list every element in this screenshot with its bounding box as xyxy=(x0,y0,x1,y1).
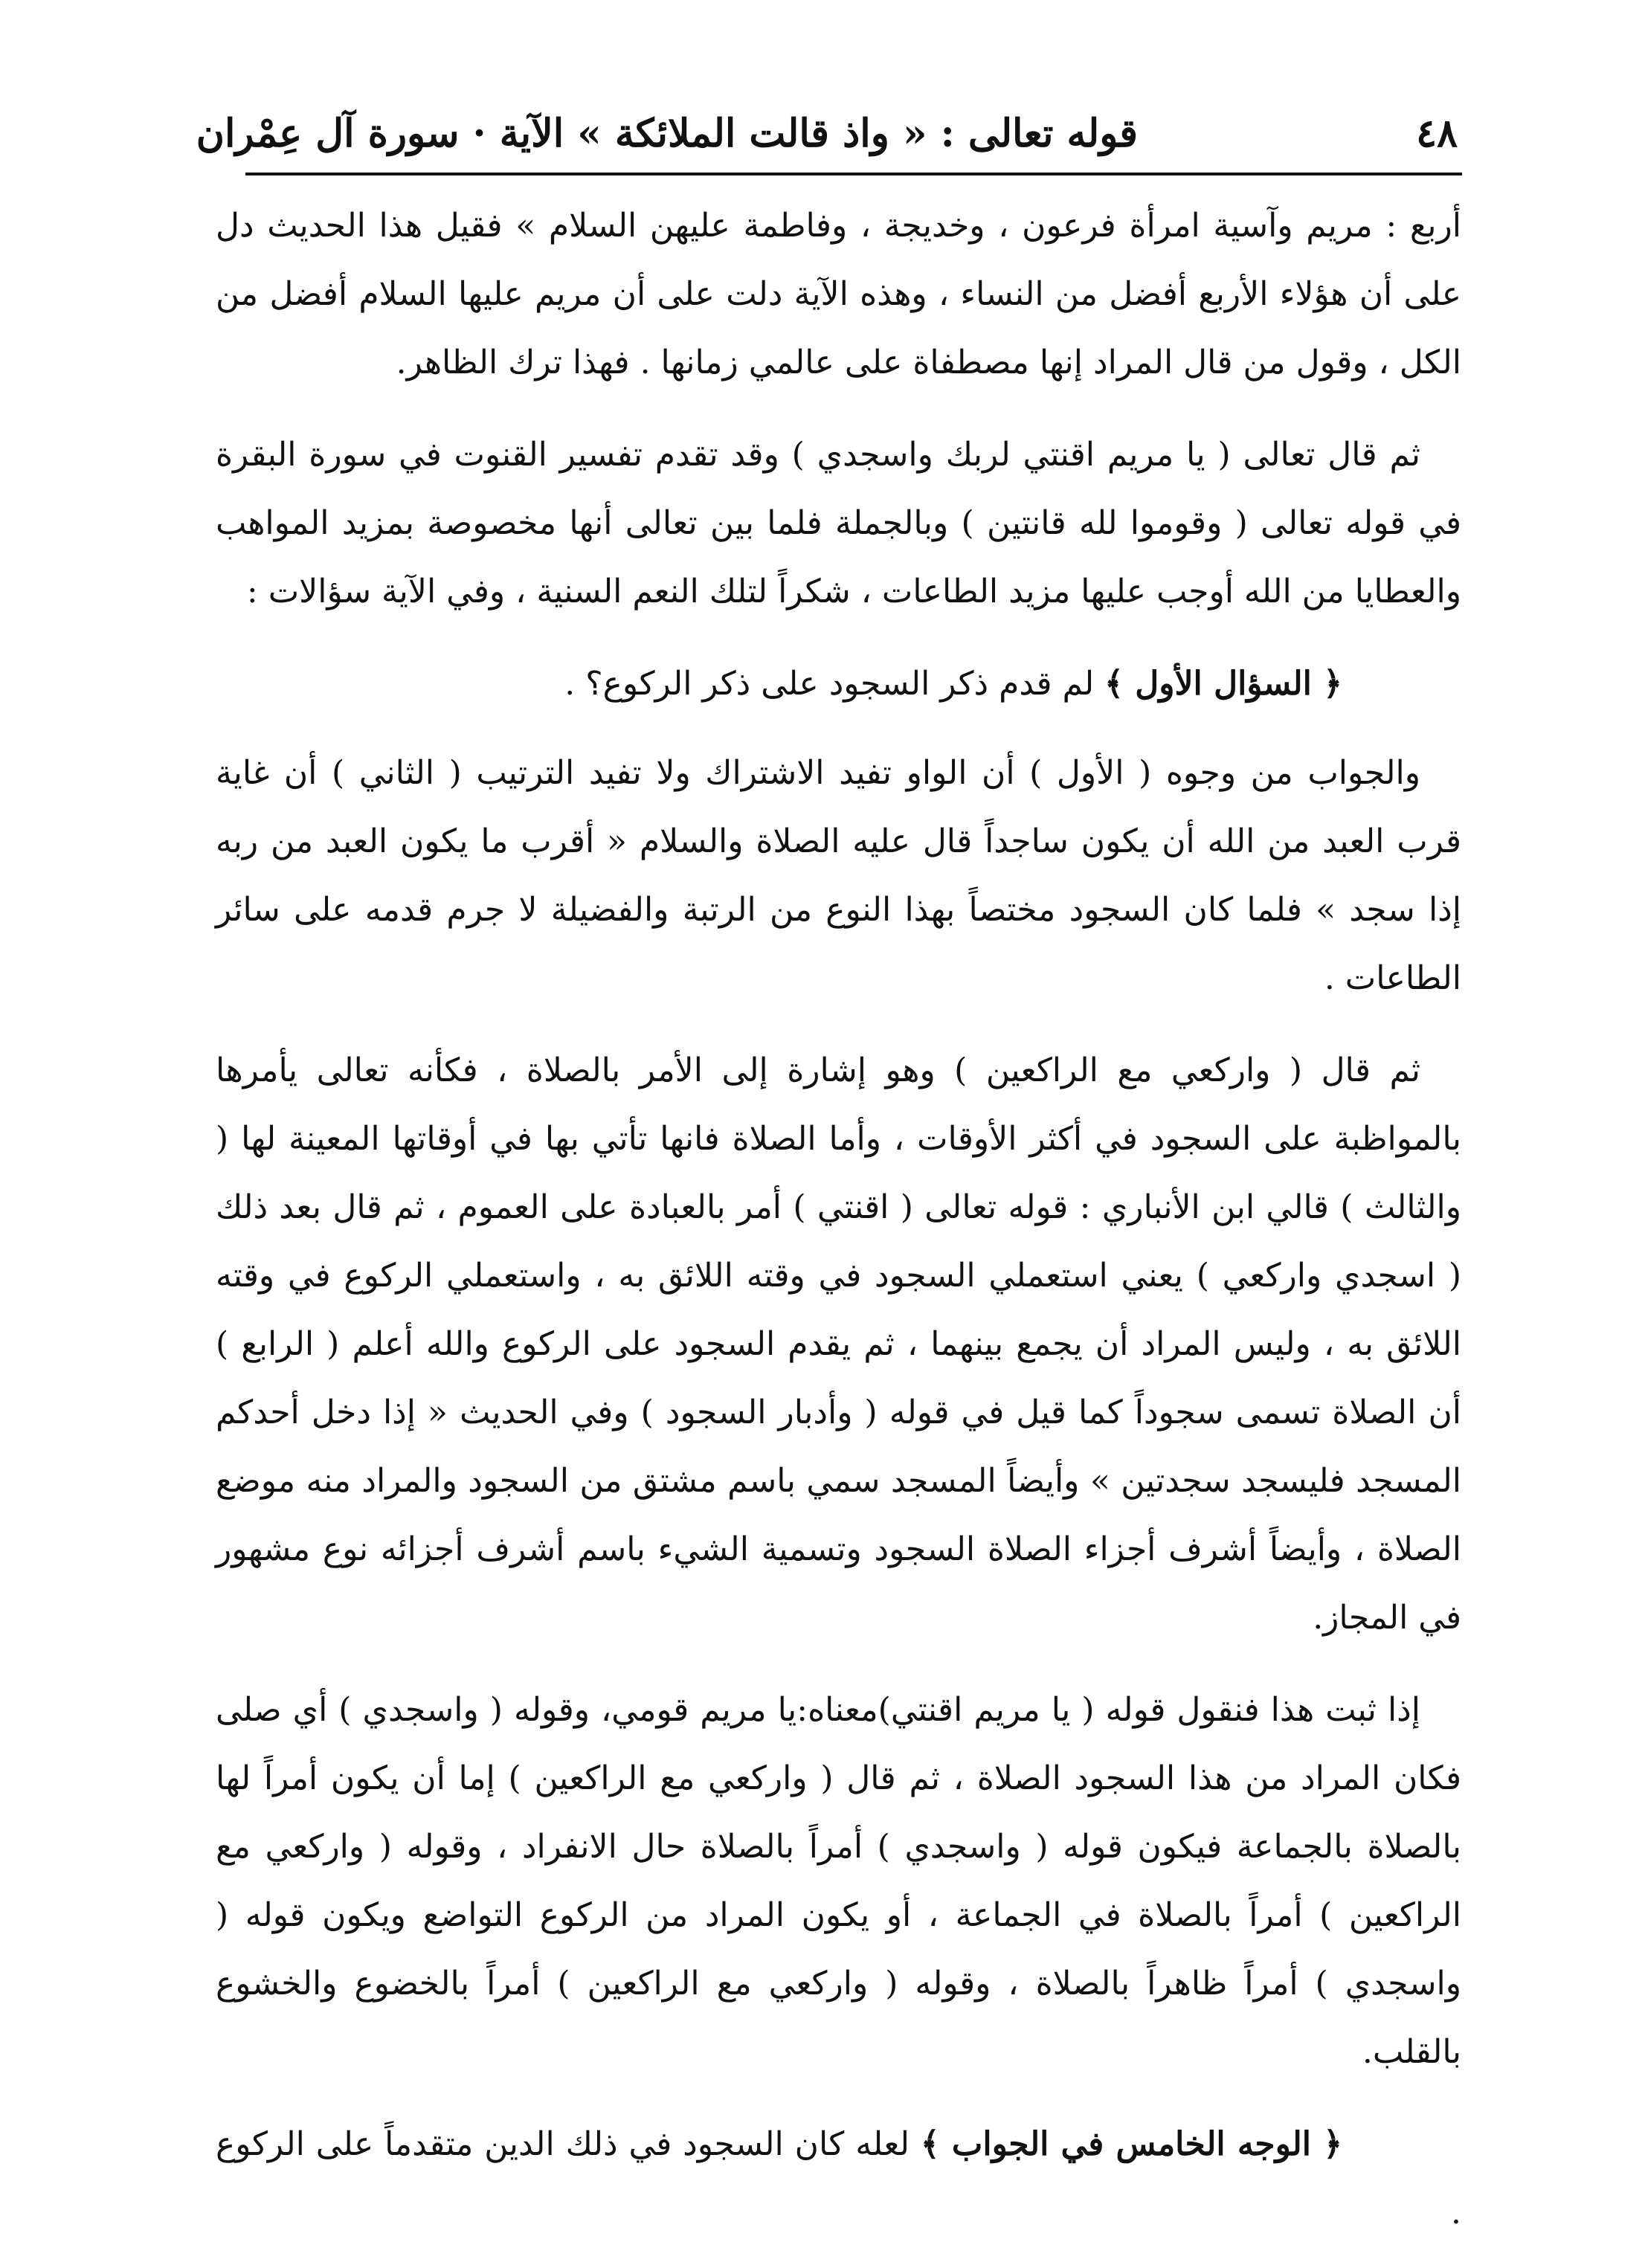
body-text xyxy=(216,192,1461,2268)
paragraph xyxy=(216,1676,1461,2087)
question-text: لم قدم ذكر السجود على ذكر الركوع؟ . xyxy=(564,665,1105,703)
paragraph xyxy=(216,739,1461,1013)
page-header xyxy=(196,104,1458,171)
header-divider xyxy=(245,173,1462,175)
answer-label: ﴿ الوجه الخامس في الجواب ﴾ xyxy=(920,2125,1342,2163)
question-heading xyxy=(216,650,1461,718)
paragraph-text: أربع : مريم وآسية امرأة فرعون ، وخديجة ، وفاطمة عليهن السلام » فقيل هذا الحديث دل على أن هؤلاء الأربع أفضل من النساء ، وهذه الآية دلت على أن مريم عليها السلام أفضل من الكل ، وقول من قال المراد إنها مصطفاة على عالمي زمانها . فهذا ترك الظاهر. xyxy=(216,207,1461,381)
paragraph-text: ثم قال ( واركعي مع الراكعين ) وهو إشارة إلى الأمر بالصلاة ، فكأنه تعالى يأمرها بالمواظبة على السجود في أكثر الأوقات ، وأما الصلاة فانها تأتي بها في أوقاتها المعينة لها ( والثالث ) قالي ابن الأنباري : قوله تعالى ( اقنتي ) أمر بالعبادة على العموم ، ثم قال بعد ذلك ( اسجدي واركعي ) يعني استعملي السجود في وقته اللائق به ، واستعملي الركوع في وقته اللائق به ، وليس المراد أن يجمع بينهما ، ثم يقدم السجود على الركوع والله أعلم ( الرابع ) أن الصلاة تسمى سجوداً كما قيل في قوله ( وأدبار السجود ) وفي الحديث « إذا دخل أحدكم المسجد فليسجد سجدتين » وأيضاً المسجد سمي باسم مشتق من السجود والمراد منه موضع الصلاة ، وأيضاً أشرف أجزاء الصلاة السجود وتسمية الشيء باسم أشرف أجزائه نوع مشهور في المجاز. xyxy=(216,1051,1461,1637)
answer-heading xyxy=(216,2110,1461,2247)
running-title: قوله تعالى : « واذ قالت الملائكة » الآية · سورة آل عِمْران xyxy=(196,111,1138,156)
question-label: ﴿ السؤال الأول ﴾ xyxy=(1104,665,1342,703)
paragraph-text: إذا ثبت هذا فنقول قوله ( يا مريم اقنتي)معناه:يا مريم قومي، وقوله ( واسجدي ) أي صلى فكان المراد من هذا السجود الصلاة ، ثم قال ( واركعي مع الراكعين ) إما أن يكون أمراً لها بالصلاة بالجماعة فيكون قوله ( واسجدي ) أمراً بالصلاة حال الانفراد ، وقوله ( واركعي مع الراكعين ) أمراً بالصلاة في الجماعة ، أو يكون المراد من الركوع التواضع ويكون قوله ( واسجدي ) أمراً ظاهراً بالصلاة ، وقوله ( واركعي مع الراكعين ) أمراً بالخضوع والخشوع بالقلب. xyxy=(216,1691,1462,2071)
paragraph xyxy=(216,1037,1461,1652)
page-number: ٤٨ xyxy=(1416,111,1458,156)
paragraph xyxy=(216,192,1461,397)
answer-text: لعله كان السجود في ذلك الدين متقدماً على الركوع . xyxy=(216,2125,1461,2232)
paragraph-text: والجواب من وجوه ( الأول ) أن الواو تفيد الاشتراك ولا تفيد الترتيب ( الثاني ) أن غاية قرب العبد من الله أن يكون ساجداً قال عليه الصلاة والسلام « أقرب ما يكون العبد من ربه إذا سجد » فلما كان السجود مختصاً بهذا النوع من الرتبة والفضيلة لا جرم قدمه على سائر الطاعات . xyxy=(216,754,1461,997)
paragraph-text: ثم قال تعالى ( يا مريم اقنتي لربك واسجدي ) وقد تقدم تفسير القنوت في سورة البقرة في قوله تعالى ( وقوموا لله قانتين ) وبالجملة فلما بين تعالى أنها مخصوصة بمزيد المواهب والعطايا من الله أوجب عليها مزيد الطاعات ، شكراً لتلك النعم السنية ، وفي الآية سؤالات : xyxy=(216,436,1461,611)
paragraph xyxy=(216,421,1461,626)
